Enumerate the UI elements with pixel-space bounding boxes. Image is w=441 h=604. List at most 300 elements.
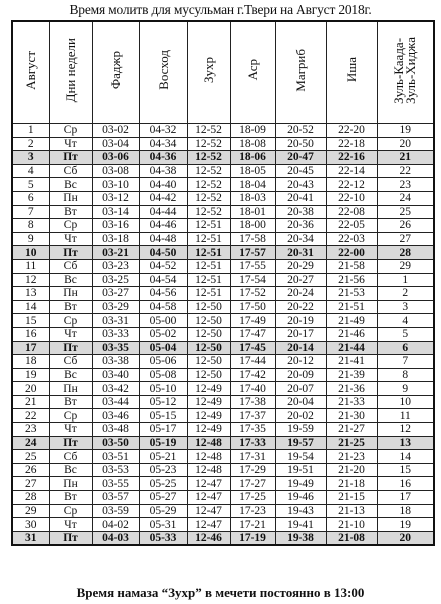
asr-cell: 18-01 [230,205,275,219]
asr-cell: 17-42 [230,368,275,382]
header-hijri: Зуль-Каада- Зуль-Хиджа [377,21,434,124]
sunrise-cell: 04-40 [139,178,187,192]
sunrise-cell: 05-15 [139,409,187,423]
isha-cell: 21-23 [326,450,377,464]
dhuhr-cell: 12-51 [187,259,230,273]
sunrise-cell: 05-29 [139,504,187,518]
asr-cell: 17-23 [230,504,275,518]
asr-cell: 17-29 [230,463,275,477]
asr-cell: 17-19 [230,531,275,545]
dhuhr-cell: 12-50 [187,300,230,314]
dhuhr-cell: 12-51 [187,273,230,287]
maghrib-cell: 20-14 [275,341,326,355]
maghrib-cell: 20-38 [275,205,326,219]
hijri-cell: 25 [377,205,434,219]
maghrib-cell: 20-12 [275,355,326,369]
fajr-cell: 03-53 [92,463,139,477]
day-cell: 18 [12,355,49,369]
sunrise-cell: 04-48 [139,232,187,246]
maghrib-cell: 20-45 [275,164,326,178]
isha-cell: 21-44 [326,341,377,355]
sunrise-cell: 05-21 [139,450,187,464]
maghrib-cell: 19-41 [275,518,326,532]
isha-cell: 22-00 [326,246,377,260]
hijri-cell: 24 [377,191,434,205]
asr-cell: 17-38 [230,395,275,409]
weekday-cell: Чт [49,327,92,341]
fajr-cell: 03-35 [92,341,139,355]
day-cell: 22 [12,409,49,423]
table-row [12,219,434,233]
hijri-cell: 8 [377,368,434,382]
day-cell: 29 [12,504,49,518]
isha-cell: 22-16 [326,151,377,165]
prayer-times-table-container [11,20,433,546]
isha-cell: 21-56 [326,273,377,287]
asr-cell: 17-44 [230,355,275,369]
isha-cell: 21-30 [326,409,377,423]
asr-cell: 17-57 [230,246,275,260]
table-row [12,273,434,287]
hijri-cell: 29 [377,259,434,273]
day-cell: 12 [12,273,49,287]
table-row [12,463,434,477]
asr-cell: 18-00 [230,219,275,233]
asr-cell: 17-27 [230,477,275,491]
table-row [12,151,434,165]
table-row [12,124,434,138]
hijri-cell: 6 [377,341,434,355]
weekday-cell: Пт [49,436,92,450]
header-weekday: Дни недели [49,21,92,124]
dhuhr-cell: 12-52 [187,191,230,205]
hijri-cell: 21 [377,151,434,165]
fajr-cell: 03-40 [92,368,139,382]
table-row [12,314,434,328]
day-cell: 2 [12,137,49,151]
table-row [12,531,434,545]
isha-cell: 22-10 [326,191,377,205]
table-row [12,518,434,532]
dhuhr-cell: 12-50 [187,368,230,382]
maghrib-cell: 19-57 [275,436,326,450]
day-cell: 10 [12,246,49,260]
hijri-cell: 23 [377,178,434,192]
weekday-cell: Вт [49,491,92,505]
maghrib-cell: 20-17 [275,327,326,341]
maghrib-cell: 20-29 [275,259,326,273]
day-cell: 17 [12,341,49,355]
weekday-cell: Пт [49,151,92,165]
fajr-cell: 03-38 [92,355,139,369]
asr-cell: 17-58 [230,232,275,246]
hijri-cell: 5 [377,327,434,341]
maghrib-cell: 20-07 [275,382,326,396]
hijri-cell: 2 [377,287,434,301]
sunrise-cell: 05-04 [139,341,187,355]
isha-cell: 21-15 [326,491,377,505]
day-cell: 27 [12,477,49,491]
sunrise-cell: 04-38 [139,164,187,178]
dhuhr-cell: 12-51 [187,232,230,246]
maghrib-cell: 19-59 [275,423,326,437]
day-cell: 5 [12,178,49,192]
fajr-cell: 03-57 [92,491,139,505]
day-cell: 15 [12,314,49,328]
table-row [12,436,434,450]
asr-cell: 17-49 [230,314,275,328]
day-cell: 23 [12,423,49,437]
dhuhr-cell: 12-48 [187,436,230,450]
day-cell: 1 [12,124,49,138]
day-cell: 25 [12,450,49,464]
maghrib-cell: 20-47 [275,151,326,165]
day-cell: 6 [12,191,49,205]
fajr-cell: 03-14 [92,205,139,219]
sunrise-cell: 05-23 [139,463,187,477]
day-cell: 21 [12,395,49,409]
isha-cell: 21-33 [326,395,377,409]
weekday-cell: Сб [49,450,92,464]
fajr-cell: 03-23 [92,259,139,273]
asr-cell: 17-33 [230,436,275,450]
hijri-cell: 22 [377,164,434,178]
table-row [12,450,434,464]
weekday-cell: Ср [49,504,92,518]
day-cell: 16 [12,327,49,341]
isha-cell: 21-36 [326,382,377,396]
hijri-cell: 9 [377,382,434,396]
header-row [12,21,434,124]
maghrib-cell: 20-02 [275,409,326,423]
weekday-cell: Вс [49,178,92,192]
isha-cell: 21-41 [326,355,377,369]
sunrise-cell: 04-42 [139,191,187,205]
weekday-cell: Пт [49,531,92,545]
dhuhr-cell: 12-48 [187,450,230,464]
table-body [12,124,434,546]
dhuhr-cell: 12-52 [187,151,230,165]
fajr-cell: 03-02 [92,124,139,138]
asr-cell: 18-09 [230,124,275,138]
weekday-cell: Пн [49,191,92,205]
sunrise-cell: 04-56 [139,287,187,301]
fajr-cell: 03-18 [92,232,139,246]
weekday-cell: Вс [49,273,92,287]
isha-cell: 21-39 [326,368,377,382]
isha-cell: 22-03 [326,232,377,246]
asr-cell: 17-54 [230,273,275,287]
fajr-cell: 03-50 [92,436,139,450]
header-dhuhr: Зухр [187,21,230,124]
table-row [12,259,434,273]
dhuhr-cell: 12-49 [187,423,230,437]
weekday-cell: Ср [49,314,92,328]
sunrise-cell: 04-36 [139,151,187,165]
hijri-cell: 18 [377,504,434,518]
weekday-cell: Вт [49,205,92,219]
dhuhr-cell: 12-49 [187,382,230,396]
maghrib-cell: 20-19 [275,314,326,328]
hijri-cell: 11 [377,409,434,423]
isha-cell: 21-27 [326,423,377,437]
fajr-cell: 03-27 [92,287,139,301]
maghrib-cell: 20-52 [275,124,326,138]
dhuhr-cell: 12-47 [187,491,230,505]
sunrise-cell: 04-32 [139,124,187,138]
day-cell: 3 [12,151,49,165]
maghrib-cell: 20-41 [275,191,326,205]
fajr-cell: 03-33 [92,327,139,341]
sunrise-cell: 05-12 [139,395,187,409]
sunrise-cell: 05-02 [139,327,187,341]
isha-cell: 21-53 [326,287,377,301]
day-cell: 26 [12,463,49,477]
asr-cell: 17-45 [230,341,275,355]
asr-cell: 17-21 [230,518,275,532]
weekday-cell: Пн [49,287,92,301]
weekday-cell: Чт [49,423,92,437]
isha-cell: 21-49 [326,314,377,328]
hijri-cell: 4 [377,314,434,328]
sunrise-cell: 05-10 [139,382,187,396]
sunrise-cell: 05-19 [139,436,187,450]
sunrise-cell: 05-08 [139,368,187,382]
isha-cell: 21-58 [326,259,377,273]
weekday-cell: Сб [49,259,92,273]
fajr-cell: 03-46 [92,409,139,423]
isha-cell: 22-08 [326,205,377,219]
hijri-cell: 20 [377,531,434,545]
hijri-cell: 13 [377,436,434,450]
fajr-cell: 03-51 [92,450,139,464]
table-row [12,287,434,301]
dhuhr-cell: 12-48 [187,463,230,477]
asr-cell: 18-05 [230,164,275,178]
isha-cell: 21-20 [326,463,377,477]
day-cell: 28 [12,491,49,505]
maghrib-cell: 20-22 [275,300,326,314]
table-row [12,164,434,178]
weekday-cell: Вс [49,368,92,382]
isha-cell: 22-05 [326,219,377,233]
table-row [12,178,434,192]
dhuhr-cell: 12-46 [187,531,230,545]
fajr-cell: 03-21 [92,246,139,260]
fajr-cell: 03-08 [92,164,139,178]
maghrib-cell: 19-38 [275,531,326,545]
asr-cell: 18-03 [230,191,275,205]
isha-cell: 21-08 [326,531,377,545]
day-cell: 4 [12,164,49,178]
isha-cell: 21-25 [326,436,377,450]
fajr-cell: 03-25 [92,273,139,287]
hijri-cell: 27 [377,232,434,246]
fajr-cell: 03-04 [92,137,139,151]
asr-cell: 17-47 [230,327,275,341]
maghrib-cell: 19-54 [275,450,326,464]
sunrise-cell: 05-27 [139,491,187,505]
dhuhr-cell: 12-52 [187,205,230,219]
dhuhr-cell: 12-50 [187,314,230,328]
asr-cell: 17-37 [230,409,275,423]
weekday-cell: Пт [49,246,92,260]
weekday-cell: Чт [49,137,92,151]
hijri-cell: 19 [377,124,434,138]
header-fajr: Фаджр [92,21,139,124]
day-cell: 7 [12,205,49,219]
sunrise-cell: 05-17 [139,423,187,437]
weekday-cell: Ср [49,219,92,233]
hijri-cell: 19 [377,518,434,532]
weekday-cell: Пн [49,477,92,491]
fajr-cell: 04-03 [92,531,139,545]
header-asr: Аср [230,21,275,124]
table-row [12,423,434,437]
table-row [12,191,434,205]
dhuhr-cell: 12-52 [187,164,230,178]
weekday-cell: Вт [49,395,92,409]
dhuhr-cell: 12-52 [187,124,230,138]
maghrib-cell: 20-27 [275,273,326,287]
fajr-cell: 03-42 [92,382,139,396]
maghrib-cell: 20-43 [275,178,326,192]
dhuhr-cell: 12-50 [187,355,230,369]
header-sunrise: Восход [139,21,187,124]
weekday-cell: Ср [49,124,92,138]
isha-cell: 21-46 [326,327,377,341]
dhuhr-cell: 12-51 [187,287,230,301]
asr-cell: 17-50 [230,300,275,314]
table-row [12,327,434,341]
weekday-cell: Сб [49,355,92,369]
sunrise-cell: 04-52 [139,259,187,273]
fajr-cell: 03-31 [92,314,139,328]
maghrib-cell: 19-43 [275,504,326,518]
dhuhr-cell: 12-52 [187,178,230,192]
isha-cell: 22-20 [326,124,377,138]
sunrise-cell: 05-31 [139,518,187,532]
fajr-cell: 03-16 [92,219,139,233]
table-row [12,355,434,369]
header-isha: Иша [326,21,377,124]
hijri-cell: 3 [377,300,434,314]
asr-cell: 17-52 [230,287,275,301]
maghrib-cell: 20-04 [275,395,326,409]
day-cell: 14 [12,300,49,314]
maghrib-cell: 19-46 [275,491,326,505]
isha-cell: 21-51 [326,300,377,314]
day-cell: 19 [12,368,49,382]
dhuhr-cell: 12-50 [187,327,230,341]
isha-cell: 21-13 [326,504,377,518]
weekday-cell: Вс [49,463,92,477]
weekday-cell: Чт [49,232,92,246]
asr-cell: 17-31 [230,450,275,464]
asr-cell: 18-04 [230,178,275,192]
maghrib-cell: 20-50 [275,137,326,151]
hijri-cell: 14 [377,450,434,464]
table-row [12,382,434,396]
hijri-cell: 7 [377,355,434,369]
isha-cell: 22-12 [326,178,377,192]
day-cell: 24 [12,436,49,450]
dhuhr-cell: 12-49 [187,409,230,423]
dhuhr-cell: 12-51 [187,219,230,233]
day-cell: 31 [12,531,49,545]
day-cell: 11 [12,259,49,273]
maghrib-cell: 20-24 [275,287,326,301]
sunrise-cell: 04-54 [139,273,187,287]
table-row [12,341,434,355]
day-cell: 13 [12,287,49,301]
isha-cell: 21-18 [326,477,377,491]
dhuhr-cell: 12-50 [187,341,230,355]
maghrib-cell: 20-34 [275,232,326,246]
sunrise-cell: 04-44 [139,205,187,219]
dhuhr-cell: 12-47 [187,504,230,518]
maghrib-cell: 20-31 [275,246,326,260]
table-row [12,232,434,246]
hijri-cell: 26 [377,219,434,233]
maghrib-cell: 20-09 [275,368,326,382]
day-cell: 8 [12,219,49,233]
fajr-cell: 03-48 [92,423,139,437]
dhuhr-cell: 12-51 [187,246,230,260]
asr-cell: 17-40 [230,382,275,396]
fajr-cell: 03-12 [92,191,139,205]
table-row [12,395,434,409]
asr-cell: 18-08 [230,137,275,151]
fajr-cell: 03-55 [92,477,139,491]
day-cell: 9 [12,232,49,246]
fajr-cell: 03-06 [92,151,139,165]
maghrib-cell: 19-49 [275,477,326,491]
table-row [12,409,434,423]
fajr-cell: 03-29 [92,300,139,314]
table-row [12,368,434,382]
day-cell: 30 [12,518,49,532]
page-title: Время молитв для мусульман г.Твери на Август 2018г. [69,2,372,17]
sunrise-cell: 05-33 [139,531,187,545]
weekday-cell: Вт [49,300,92,314]
sunrise-cell: 05-25 [139,477,187,491]
isha-cell: 22-18 [326,137,377,151]
asr-cell: 18-06 [230,151,275,165]
header-month: Август [12,21,49,124]
table-row [12,477,434,491]
prayer-times-table [11,20,435,546]
hijri-cell: 17 [377,491,434,505]
table-row [12,137,434,151]
table-row [12,491,434,505]
isha-cell: 21-10 [326,518,377,532]
asr-cell: 17-35 [230,423,275,437]
fajr-cell: 03-44 [92,395,139,409]
sunrise-cell: 04-34 [139,137,187,151]
day-cell: 20 [12,382,49,396]
fajr-cell: 04-02 [92,518,139,532]
table-row [12,504,434,518]
hijri-cell: 15 [377,463,434,477]
sunrise-cell: 04-50 [139,246,187,260]
fajr-cell: 03-10 [92,178,139,192]
weekday-cell: Сб [49,164,92,178]
table-row [12,246,434,260]
maghrib-cell: 20-36 [275,219,326,233]
dhuhr-cell: 12-49 [187,395,230,409]
dhuhr-cell: 12-47 [187,518,230,532]
